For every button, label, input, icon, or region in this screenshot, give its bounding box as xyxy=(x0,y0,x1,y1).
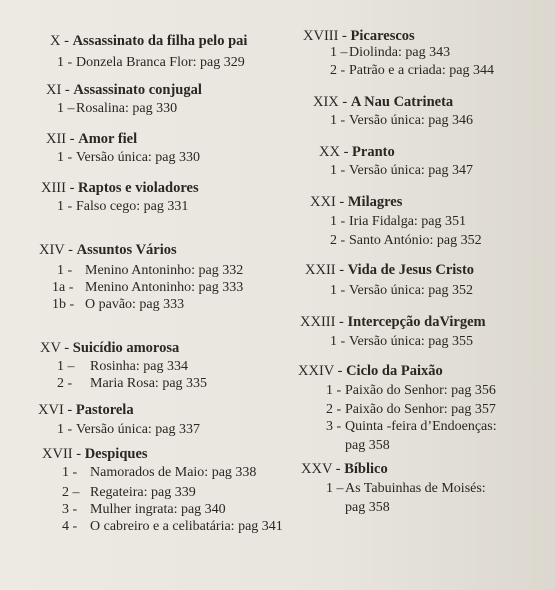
entry-text: Versão única: pag 337 xyxy=(76,422,201,437)
entry-number: 2 – xyxy=(62,485,80,500)
section-title: Raptos e violadores xyxy=(78,180,199,196)
entry-number: 1 - xyxy=(57,199,73,214)
entry-number: 1 – xyxy=(57,101,75,116)
section-title: Assuntos Vários xyxy=(76,242,177,258)
entry-number: 1 - xyxy=(57,422,73,437)
entry-number: 3 - xyxy=(62,502,78,517)
section-number: XXV - xyxy=(301,461,341,477)
section-heading xyxy=(301,461,388,478)
entry-number: 1 - xyxy=(57,150,73,165)
section-heading xyxy=(46,131,137,148)
section-heading xyxy=(46,82,202,99)
entry-number: 2 - xyxy=(330,233,346,248)
entry-number: 1 – xyxy=(57,359,75,374)
entry-text: Donzela Branca Flor: pag 329 xyxy=(76,55,245,70)
entry-text: Paixão do Senhor: pag 356 xyxy=(345,383,496,398)
section-title: Pastorela xyxy=(75,402,134,418)
entry-text: Regateira: pag 339 xyxy=(90,485,196,500)
section-number: XXIV - xyxy=(298,363,343,379)
section-heading xyxy=(40,340,179,357)
section-number: XIV - xyxy=(39,242,73,258)
entry-text: pag 358 xyxy=(345,438,390,453)
entry-number: 3 - xyxy=(326,419,342,434)
entry-number: 2 - xyxy=(330,63,346,78)
section-title: Ciclo da Paixão xyxy=(346,363,443,379)
entry-text: Versão única: pag 352 xyxy=(349,283,474,298)
entry-text: Paixão do Senhor: pag 357 xyxy=(345,402,496,417)
section-heading xyxy=(41,180,199,197)
entry-text: Santo António: pag 352 xyxy=(349,233,482,248)
entry-number: 1 - xyxy=(330,283,346,298)
entry-text: Versão única: pag 330 xyxy=(76,150,201,165)
entry-number: 1 - xyxy=(330,214,346,229)
section-heading xyxy=(300,314,486,331)
section-heading xyxy=(50,33,247,50)
entry-number: 1 - xyxy=(326,383,342,398)
section-title: Assassinato conjugal xyxy=(73,82,202,98)
entry-number: 1 – xyxy=(326,481,344,496)
entry-text: Rosinha: pag 334 xyxy=(90,359,188,374)
section-number: XV - xyxy=(40,340,70,356)
section-number: XVI - xyxy=(38,402,73,418)
section-title: Assassinato da filha pelo pai xyxy=(72,33,248,49)
section-title: Picarescos xyxy=(350,28,415,44)
section-title: Pranto xyxy=(352,144,395,160)
entry-number: 1 - xyxy=(62,465,78,480)
section-heading xyxy=(298,363,443,380)
section-title: Intercepção daVirgem xyxy=(347,314,486,330)
entry-text: Patrão e a criada: pag 344 xyxy=(349,63,494,78)
section-title: Suicídio amorosa xyxy=(72,340,180,356)
entry-text: Iria Fidalga: pag 351 xyxy=(349,214,467,229)
section-number: XXI - xyxy=(310,194,345,210)
section-heading xyxy=(310,194,402,211)
entry-text: Diolinda: pag 343 xyxy=(349,45,451,60)
entry-number: 2 - xyxy=(326,402,342,417)
section-number: XI - xyxy=(46,82,70,98)
entry-text: pag 358 xyxy=(345,500,390,515)
section-number: XXIII - xyxy=(300,314,344,330)
section-title: Despiques xyxy=(84,446,148,462)
entry-text: Versão única: pag 346 xyxy=(349,113,474,128)
section-title: A Nau Catrineta xyxy=(350,94,454,110)
section-title: Amor fiel xyxy=(78,131,138,147)
section-number: XII - xyxy=(46,131,75,147)
section-heading xyxy=(319,144,395,161)
section-heading xyxy=(303,28,415,45)
entry-text: Rosalina: pag 330 xyxy=(76,101,178,116)
entry-number: 1 - xyxy=(330,113,346,128)
section-number: XVII - xyxy=(42,446,82,462)
entry-number: 1b - xyxy=(52,297,75,312)
entry-text: Menino Antoninho: pag 332 xyxy=(85,263,244,278)
entry-number: 1 – xyxy=(330,45,348,60)
section-number: XIX - xyxy=(313,94,348,110)
entry-number: 1 - xyxy=(57,55,73,70)
section-number: XIII - xyxy=(41,180,75,196)
entry-number: 4 - xyxy=(62,519,78,534)
section-number: XXII - xyxy=(305,262,345,278)
entry-text: Versão única: pag 355 xyxy=(349,334,474,349)
entry-number: 2 - xyxy=(57,376,73,391)
section-number: XX - xyxy=(319,144,349,160)
section-title: Bíblico xyxy=(344,461,388,477)
section-heading xyxy=(38,402,134,419)
entry-text: Quinta -feira d’Endoenças: xyxy=(345,419,497,434)
entry-number: 1 - xyxy=(330,334,346,349)
section-heading xyxy=(39,242,177,259)
section-heading xyxy=(42,446,148,463)
section-title: Milagres xyxy=(347,194,403,210)
entry-text: Namorados de Maio: pag 338 xyxy=(90,465,257,480)
section-heading xyxy=(305,262,474,279)
entry-text: Mulher ingrata: pag 340 xyxy=(90,502,226,517)
entry-text: As Tabuinhas de Moisés: xyxy=(345,481,486,496)
entry-text: Menino Antoninho: pag 333 xyxy=(85,280,244,295)
section-title: Vida de Jesus Cristo xyxy=(347,262,475,278)
entry-text: O pavão: pag 333 xyxy=(85,297,185,312)
section-heading xyxy=(313,94,453,111)
entry-number: 1 - xyxy=(330,163,346,178)
entry-number: 1 - xyxy=(57,263,73,278)
entry-text: Versão única: pag 347 xyxy=(349,163,474,178)
entry-number: 1a - xyxy=(52,280,74,295)
entry-text: O cabreiro e a celibatária: pag 341 xyxy=(90,519,283,534)
section-number: XVIII - xyxy=(303,28,347,44)
entry-text: Falso cego: pag 331 xyxy=(76,199,189,214)
entry-text: Maria Rosa: pag 335 xyxy=(90,376,208,391)
section-number: X - xyxy=(50,33,69,49)
